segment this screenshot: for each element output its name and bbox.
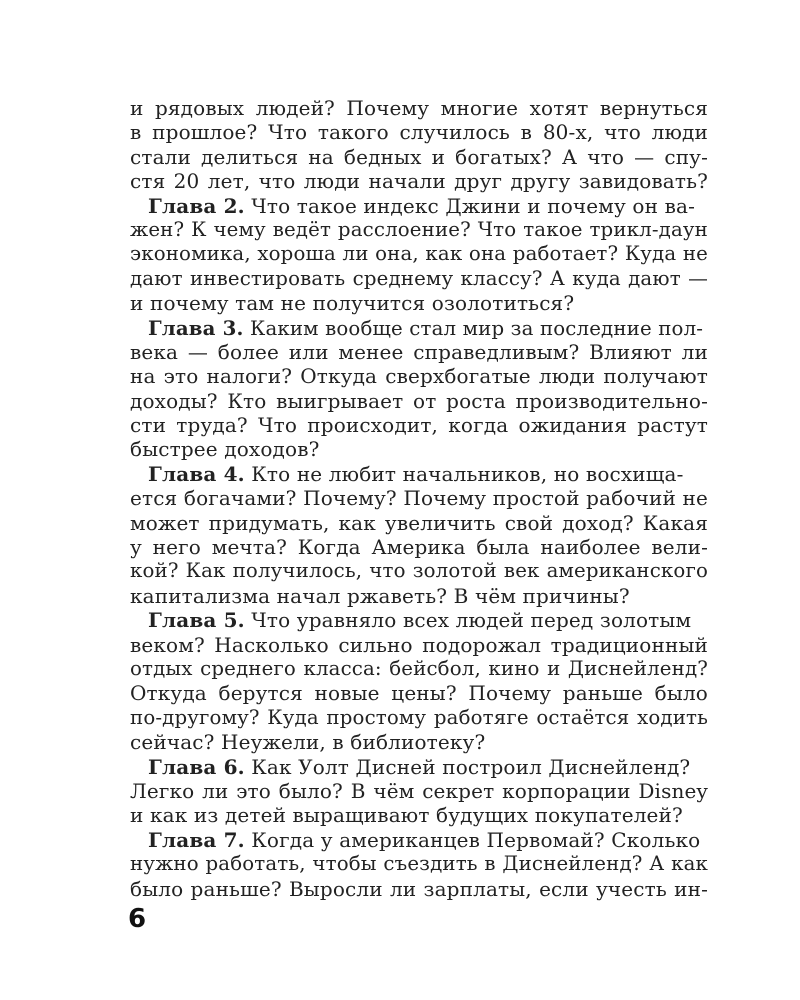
text-line: доходы? Кто выигрывает от роста производительно- xyxy=(130,388,708,413)
text-line: сти труда? Что происходит, когда ожидания растут xyxy=(130,413,708,438)
text-line: было раньше? Выросли ли зарплаты, если учесть ин- xyxy=(130,876,708,901)
text-run: Когда у американцев Первомай? Сколько xyxy=(244,827,701,852)
text-line xyxy=(130,608,708,632)
paragraph-chapter-6 xyxy=(130,755,708,828)
text-line xyxy=(130,828,708,852)
text-run: Что уравняло всех людей перед золотым xyxy=(244,608,692,633)
text-line: сейчас? Неужели, в библиотеку? xyxy=(130,730,486,755)
text-run: Что такое индекс Джини и почему он ва- xyxy=(244,193,695,218)
text-line: нужно работать, чтобы съездить в Диснейленд? А как xyxy=(130,852,708,876)
chapter-heading: Глава 4. xyxy=(148,461,245,486)
chapter-heading: Глава 3. xyxy=(148,315,244,340)
text-run: Как Уолт Дисней построил Диснейленд? xyxy=(244,754,691,779)
text-line: экономика, хороша ли она, как она работает? Куда не xyxy=(130,242,708,266)
text-line: и почему там не получится озолотиться? xyxy=(130,291,575,316)
text-line: по-другому? Куда простому работяге остаётся ходить xyxy=(130,705,708,729)
text-line xyxy=(130,194,708,218)
text-line: жен? К чему ведёт расслоение? Что такое трикл-даун xyxy=(130,217,708,241)
text-line: ется богачами? Почему? Почему простой рабочий не xyxy=(130,486,708,511)
text-line: Откуда берутся новые цены? Почему раньше было xyxy=(130,681,708,706)
text-line xyxy=(130,462,708,486)
text-line: стя 20 лет, что люди начали друг другу завидовать? xyxy=(130,169,708,194)
text-line: дают инвестировать среднему классу? А куда дают — xyxy=(130,266,708,290)
text-line: у него мечта? Когда Америка была наиболее вели- xyxy=(130,535,708,560)
chapter-heading: Глава 2. xyxy=(148,193,245,218)
text-line xyxy=(130,755,708,779)
paragraph-chapter-5 xyxy=(130,608,708,754)
paragraph-intro-continuation xyxy=(130,96,708,194)
text-line xyxy=(130,316,708,340)
paragraph-chapter-7 xyxy=(130,828,708,901)
text-run: Каким вообще стал мир за последние пол- xyxy=(243,316,704,340)
paragraph-chapter-4 xyxy=(130,462,708,608)
text-line: и рядовых людей? Почему многие хотят вернуться xyxy=(130,96,708,120)
text-line: веком? Насколько сильно подорожал традиционный xyxy=(130,632,708,657)
text-line: в прошлое? Что такого случилось в 80-х, что люди xyxy=(130,120,708,145)
text-line: века — более или менее справедливым? Влияют ли xyxy=(130,339,708,364)
chapter-heading: Глава 5. xyxy=(148,608,245,633)
text-line: и как из детей выращивают будущих покупателей? xyxy=(130,803,683,828)
chapter-heading: Глава 7. xyxy=(148,827,245,852)
text-line: капитализма начал ржаветь? В чём причины? xyxy=(130,583,630,608)
text-line: быстрее доходов? xyxy=(130,437,320,462)
text-line: стали делиться на бедных и богатых? А что — спу- xyxy=(130,144,708,169)
text-run: Кто не любит начальников, но восхища- xyxy=(244,461,684,486)
text-line: может придумать, как увеличить свой доход? Какая xyxy=(130,510,708,535)
text-line: на это налоги? Откуда сверхбогатые люди получают xyxy=(130,364,708,389)
paragraph-chapter-3 xyxy=(130,316,708,462)
page-body xyxy=(130,96,708,901)
paragraph-chapter-2 xyxy=(130,194,708,316)
text-line: Легко ли это было? В чём секрет корпорации Disney xyxy=(130,778,708,803)
text-line: отдых среднего класса: бейсбол, кино и Диснейленд? xyxy=(130,656,708,680)
page-number: 6 xyxy=(128,904,147,934)
chapter-heading: Глава 6. xyxy=(148,754,245,779)
text-line: кой? Как получилось, что золотой век американского xyxy=(130,559,708,583)
